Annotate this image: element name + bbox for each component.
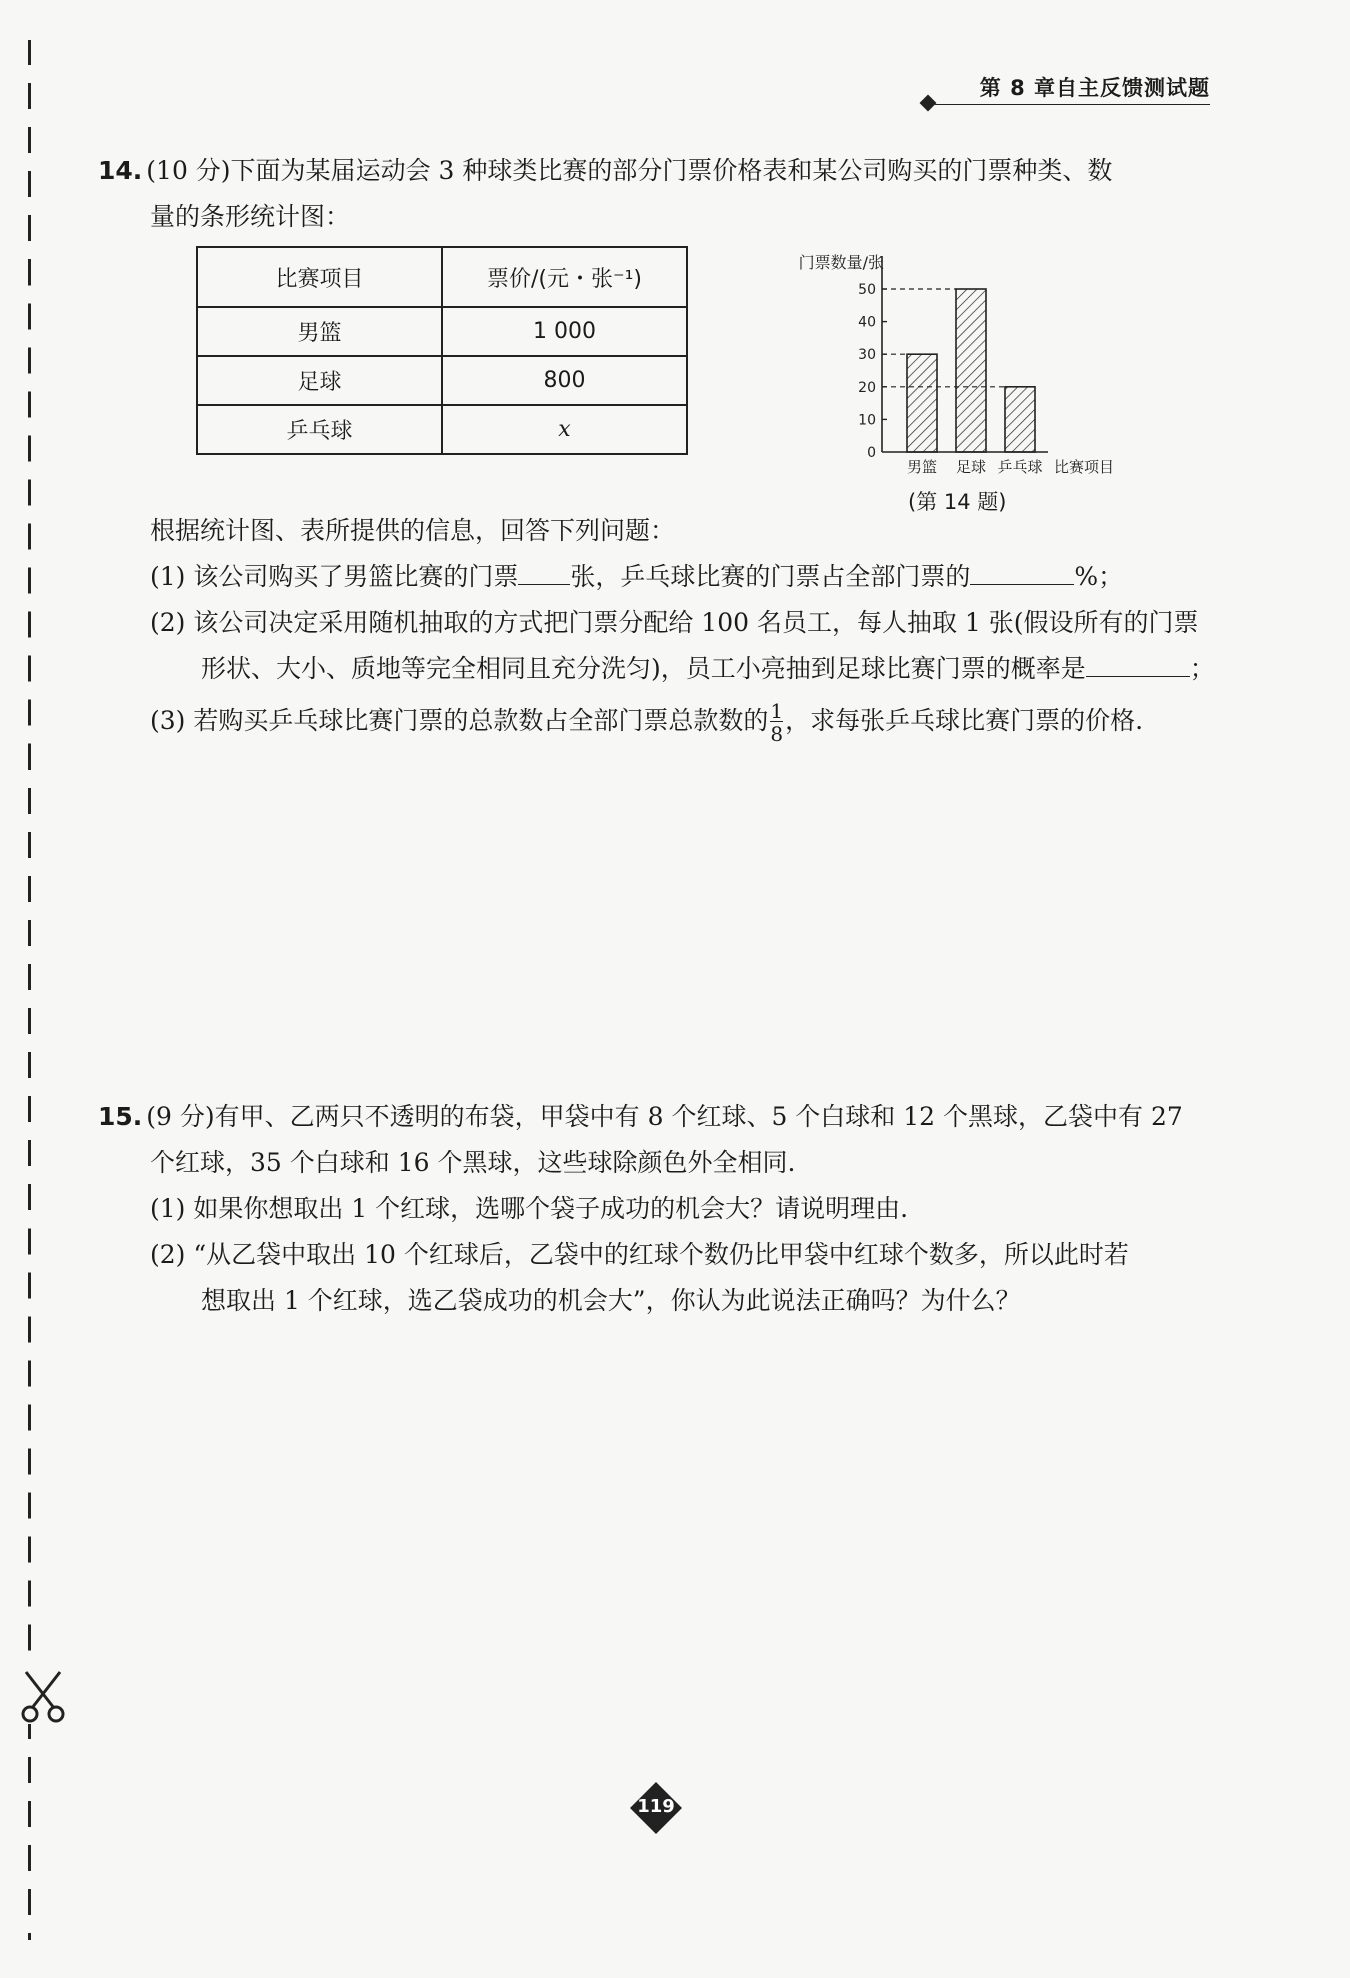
table-header-row: [197, 247, 687, 307]
question-number: 14.: [98, 156, 143, 185]
part-2: (2) 该公司决定采用随机抽取的方式把门票分配给 100 名员工，每人抽取 1 张(假设所有的门票: [150, 608, 1199, 637]
question-14-parts: [98, 508, 1218, 744]
part-1: (1) 该公司购买了男篮比赛的门票 张，乒乓球比赛的门票占全部门票的 %；: [98, 554, 1218, 600]
table-cell: 乒乓球: [197, 405, 442, 454]
table-header-cell: 比赛项目: [197, 247, 442, 307]
y-tick-label: 50: [858, 282, 876, 298]
answer-blank: [1086, 646, 1190, 677]
table-header-cell: 票价/(元・张⁻¹): [442, 247, 687, 307]
question-15: 15. (9 分)有甲、乙两只不透明的布袋，甲袋中有 8 个红球、5 个白球和 12 个黑球，乙袋中有 27 个红球，35 个白球和 16 个黑球，这些球除颜色外全相同. (1) 如果你想取出 1 个红球，选哪个袋子成功的机会大？请说明理由. (2) “从乙袋中取出 10 个红球后，乙袋中的红球个数仍比甲袋中红球个数多，所以此时若 想取出 1 个红球，选乙袋成功的机会大”，你认为此说法正确吗？为什么？: [98, 1094, 1218, 1324]
table-cell: 足球: [197, 356, 442, 405]
bar: [956, 289, 986, 452]
x-tick-label: 足球: [955, 458, 987, 476]
header-diamond: [920, 95, 937, 112]
page-number: 119: [628, 1780, 684, 1836]
x-tick-label: 男篮: [906, 458, 938, 476]
part-2: (2) “从乙袋中取出 10 个红球后，乙袋中的红球个数仍比甲袋中红球个数多，所以此时若: [150, 1240, 1129, 1269]
chapter-header: 第 8 章自主反馈测试题: [979, 76, 1210, 100]
table-cell: 1 000: [442, 307, 687, 356]
bar-chart: [770, 248, 1150, 480]
y-tick-label: 40: [858, 314, 876, 331]
y-tick-label: 20: [858, 379, 876, 396]
x-tick-label: 乒乓球: [997, 458, 1043, 476]
bar: [1005, 387, 1035, 452]
price-table: [196, 246, 688, 455]
y-axis-label: 门票数量/张: [798, 253, 884, 272]
bar: [907, 354, 937, 452]
y-tick-label: 0: [867, 445, 876, 461]
table-row: [197, 405, 687, 454]
table-row: [197, 356, 687, 405]
answer-blank: [970, 554, 1074, 585]
y-tick-label: 30: [858, 347, 876, 364]
y-tick-label: 10: [858, 412, 876, 429]
part-2-cont: 想取出 1 个红球，选乙袋成功的机会大”，你认为此说法正确吗？为什么？: [201, 1286, 1021, 1315]
table-cell: x: [442, 405, 687, 454]
part-1: (1) 如果你想取出 1 个红球，选哪个袋子成功的机会大？请说明理由.: [150, 1194, 909, 1223]
figure-caption: (第 14 题): [908, 490, 1007, 514]
question-number: 15.: [98, 1102, 143, 1131]
fraction: $\frac{1}{8}$: [770, 699, 784, 746]
part-3: (3) 若购买乒乓球比赛门票的总款数占全部门票总款数的 $\frac{1}{8}$ ，求每张乒乓球比赛门票的价格.: [150, 699, 1144, 746]
header-rule: [935, 104, 1210, 105]
cut-line: [28, 40, 41, 1940]
x-axis-label: 比赛项目: [1053, 458, 1115, 476]
answer-blank: [518, 554, 570, 585]
table-cell: 男篮: [197, 307, 442, 356]
question-14-intro: 14. (10 分)下面为某届运动会 3 种球类比赛的部分门票价格表和某公司购买的门票种类、数 量的条形统计图：: [98, 156, 1113, 231]
question-prompt: 根据统计图、表所提供的信息，回答下列问题：: [150, 516, 676, 545]
scissors-icon: [18, 1668, 68, 1724]
part-2-cont: 形状、大小、质地等完全相同且充分洗匀)，员工小亮抽到足球比赛门票的概率是 ；: [98, 646, 1218, 692]
table-row: [197, 307, 687, 356]
table-cell: 800: [442, 356, 687, 405]
